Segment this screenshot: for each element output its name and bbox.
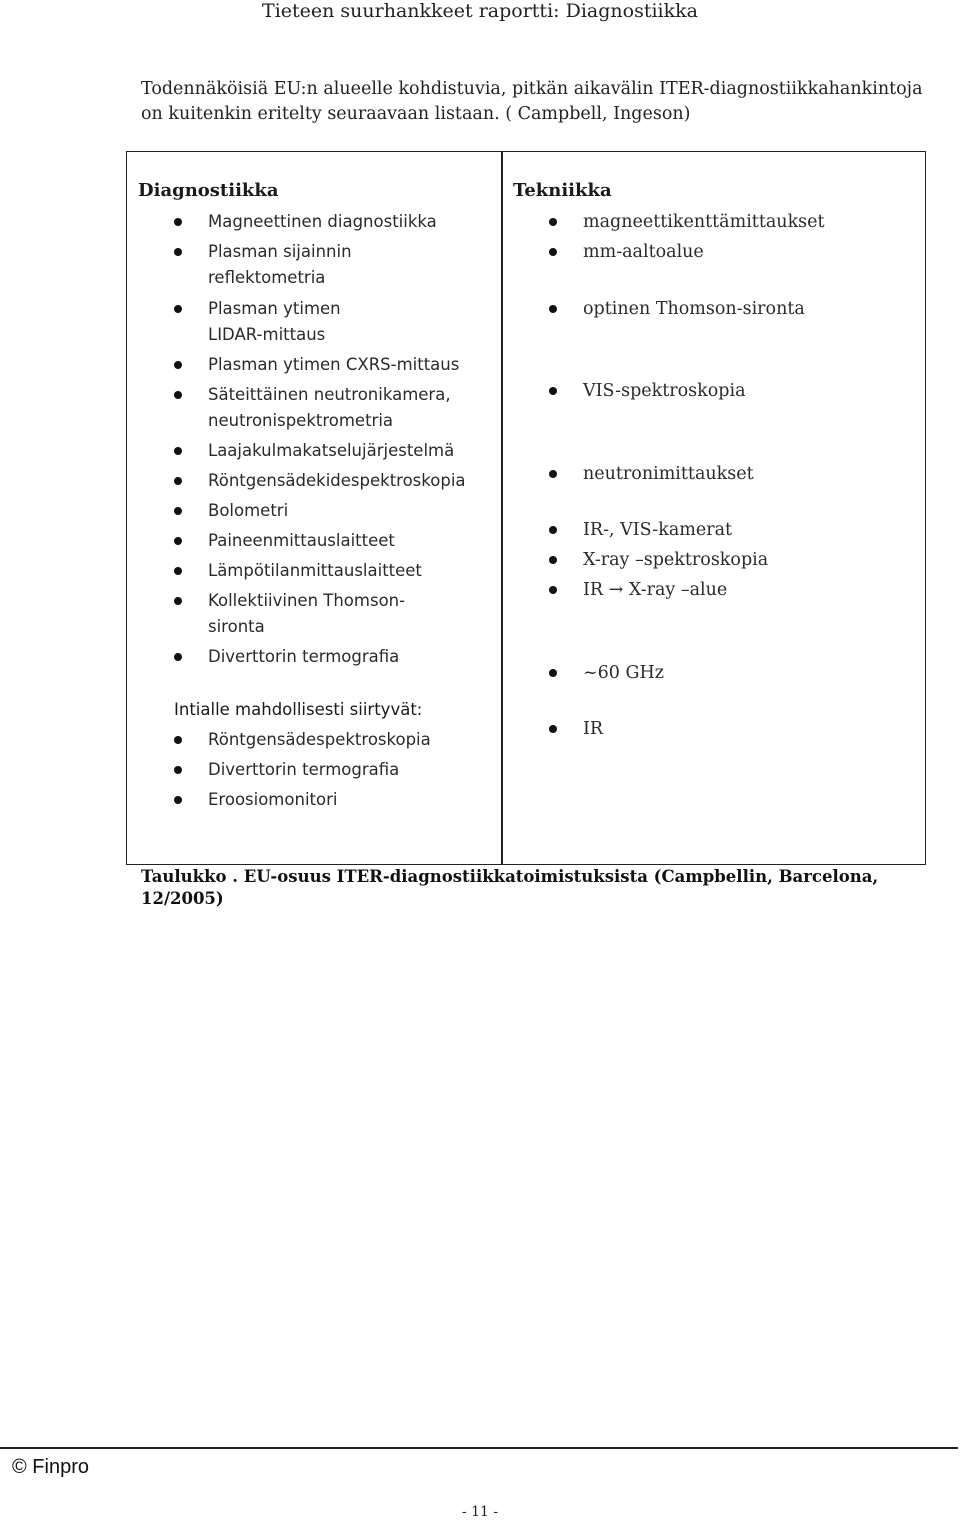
technique-item: IR-, VIS-kamerat: [583, 517, 732, 543]
diagnostic-item: Röntgensädekidespektroskopia: [208, 468, 466, 494]
right-column-heading: Tekniikka: [513, 180, 612, 201]
left-subheading: Intialle mahdollisesti siirtyvät:: [174, 700, 423, 719]
intro-line-1: Todennäköisiä EU:n alueelle kohdistuvia, pitkän aikavälin ITER-diagnostiikkahankintoja: [141, 79, 923, 99]
diagnostic-item: Paineenmittauslaitteet: [208, 528, 395, 554]
diagnostic-item: Säteittäinen neutronikamera, neutronispektrometria: [208, 382, 478, 434]
technique-item: neutronimittaukset: [583, 461, 754, 487]
page-number: - 11 -: [461, 1504, 499, 1520]
footer-divider: [0, 1447, 958, 1449]
technique-item: magneettikenttämittaukset: [583, 209, 825, 235]
technique-item: IR: [583, 716, 603, 742]
table-caption: Taulukko . EU-osuus ITER-diagnostiikkatoimistuksista (Campbellin, Barcelona, 12/2005): [141, 867, 879, 908]
footer-brand: © Finpro: [12, 1456, 89, 1478]
diagnostic-item: Plasman sijainnin reflektometria: [208, 239, 388, 291]
diagnostic-sub-item: Diverttorin termografia: [208, 757, 399, 783]
diagnostics-table: [126, 151, 926, 865]
diagnostic-item: Bolometri: [208, 498, 288, 524]
left-column-heading: Diagnostiikka: [138, 180, 279, 201]
diagnostic-item: Plasman ytimen CXRS-mittaus: [208, 352, 459, 378]
page-header: Tieteen suurhankkeet raportti: Diagnostiikka: [262, 0, 698, 22]
technique-item: ~60 GHz: [583, 660, 664, 686]
column-divider: [501, 152, 503, 864]
technique-item: mm-aaltoalue: [583, 239, 704, 265]
diagnostic-sub-item: Eroosiomonitori: [208, 787, 337, 813]
intro-line-2: on kuitenkin eritelty seuraavaan listaan. ( Campbell, Ingeson): [141, 104, 691, 124]
diagnostic-item: Laajakulmakatselujärjestelmä: [208, 438, 454, 464]
diagnostic-item: Plasman ytimen LIDAR-mittaus: [208, 296, 358, 348]
technique-item: optinen Thomson-sironta: [583, 296, 805, 322]
diagnostic-item: Lämpötilanmittauslaitteet: [208, 558, 422, 584]
technique-item: IR → X-ray –alue: [583, 577, 727, 603]
diagnostic-item: Kollektiivinen Thomson-sironta: [208, 588, 458, 640]
diagnostic-item: Magneettinen diagnostiikka: [208, 209, 437, 235]
diagnostic-sub-item: Röntgensädespektroskopia: [208, 727, 431, 753]
intro-paragraph: [141, 77, 956, 127]
diagnostic-item: Diverttorin termografia: [208, 644, 399, 670]
technique-item: VIS-spektroskopia: [583, 378, 746, 404]
technique-item: X-ray –spektroskopia: [583, 547, 768, 573]
